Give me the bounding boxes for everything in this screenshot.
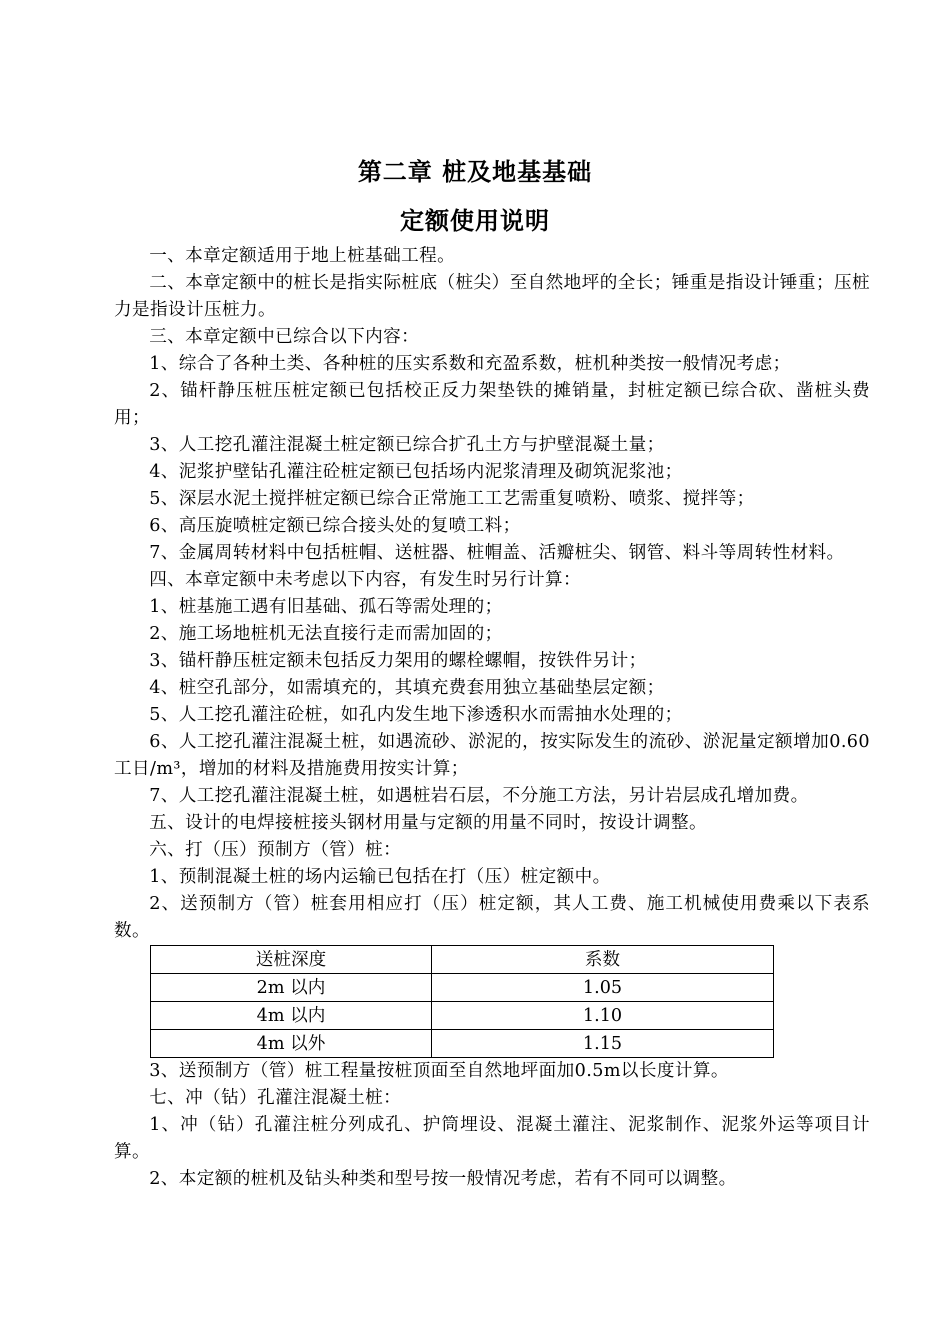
table-cell: 4m 以外 bbox=[151, 1030, 432, 1058]
paragraph: 3、人工挖孔灌注混凝土桩定额已综合扩孔土方与护壁混凝土量； bbox=[149, 435, 665, 455]
table-cell: 1.05 bbox=[432, 974, 774, 1002]
paragraph: 一、本章定额适用于地上桩基础工程。 bbox=[149, 246, 456, 266]
paragraph: 3、锚杆静压桩定额未包括反力架用的螺栓螺帽，按铁件另计； bbox=[149, 651, 647, 671]
table-header-row bbox=[151, 946, 774, 974]
paragraph: 2、本定额的桩机及钻头种类和型号按一般情况考虑，若有不同可以调整。 bbox=[149, 1169, 737, 1189]
paragraph: 5、深层水泥土搅拌桩定额已综合正常施工工艺需重复喷粉、喷浆、搅拌等； bbox=[149, 489, 755, 509]
paragraph: 1、冲（钻）孔灌注桩分列成孔、护筒埋设、混凝土灌注、泥浆制作、泥浆外运等项目计算。 bbox=[114, 1115, 870, 1162]
paragraph: 二、本章定额中的桩长是指实际桩底（桩尖）至自然地坪的全长；锤重是指设计锤重；压桩力是指设计压桩力。 bbox=[114, 273, 870, 320]
paragraph: 1、桩基施工遇有旧基础、孤石等需处理的； bbox=[149, 597, 503, 617]
table-row bbox=[151, 974, 774, 1002]
paragraph: 七、冲（钻）孔灌注混凝土桩： bbox=[149, 1088, 402, 1108]
table-cell: 4m 以内 bbox=[151, 1002, 432, 1030]
paragraph: 4、泥浆护壁钻孔灌注砼桩定额已包括场内泥浆清理及砌筑泥浆池； bbox=[149, 462, 683, 482]
paragraph: 7、人工挖孔灌注混凝土桩，如遇桩岩石层，不分施工方法，另计岩层成孔增加费。 bbox=[149, 786, 809, 806]
paragraph: 6、人工挖孔灌注混凝土桩，如遇流砂、淤泥的，按实际发生的流砂、淤泥量定额增加0.60工日/m³，增加的材料及措施费用按实计算； bbox=[114, 732, 870, 779]
table-row bbox=[151, 1030, 774, 1058]
table-cell: 1.15 bbox=[432, 1030, 774, 1058]
table-header-cell: 送桩深度 bbox=[151, 946, 432, 974]
paragraph: 四、本章定额中未考虑以下内容，有发生时另行计算： bbox=[149, 570, 582, 590]
chapter-title: 第二章 桩及地基基础 bbox=[357, 158, 593, 186]
paragraph: 五、设计的电焊接桩接头钢材用量与定额的用量不同时，按设计调整。 bbox=[149, 813, 707, 833]
table-header-cell: 系数 bbox=[432, 946, 774, 974]
paragraph: 2、送预制方（管）桩套用相应打（压）桩定额，其人工费、施工机械使用费乘以下表系数。 bbox=[114, 894, 870, 941]
paragraph: 2、锚杆静压桩压桩定额已包括校正反力架垫铁的摊销量，封桩定额已综合砍、凿桩头费用； bbox=[114, 381, 870, 428]
table-row bbox=[151, 1002, 774, 1030]
paragraph: 4、桩空孔部分，如需填充的，其填充费套用独立基础垫层定额； bbox=[149, 678, 665, 698]
paragraph: 三、本章定额中已综合以下内容： bbox=[149, 327, 420, 347]
paragraph: 6、高压旋喷桩定额已综合接头处的复喷工料； bbox=[149, 516, 521, 536]
paragraph: 六、打（压）预制方（管）桩： bbox=[149, 840, 402, 860]
paragraph: 1、综合了各种土类、各种桩的压实系数和充盈系数，桩机种类按一般情况考虑； bbox=[149, 354, 791, 374]
table-cell: 1.10 bbox=[432, 1002, 774, 1030]
paragraph: 3、送预制方（管）桩工程量按桩顶面至自然地坪面加0.5m以长度计算。 bbox=[149, 1061, 729, 1081]
paragraph: 7、金属周转材料中包括桩帽、送桩器、桩帽盖、活瓣桩尖、钢管、料斗等周转性材料。 bbox=[149, 543, 845, 563]
paragraph: 5、人工挖孔灌注砼桩，如孔内发生地下渗透积水而需抽水处理的； bbox=[149, 705, 683, 725]
coefficient-table bbox=[150, 945, 774, 1058]
table-cell: 2m 以内 bbox=[151, 974, 432, 1002]
paragraph: 1、预制混凝土桩的场内运输已包括在打（压）桩定额中。 bbox=[149, 867, 611, 887]
section-subtitle: 定额使用说明 bbox=[400, 207, 550, 235]
paragraph: 2、施工场地桩机无法直接行走而需加固的； bbox=[149, 624, 503, 644]
document-body bbox=[114, 243, 870, 1193]
